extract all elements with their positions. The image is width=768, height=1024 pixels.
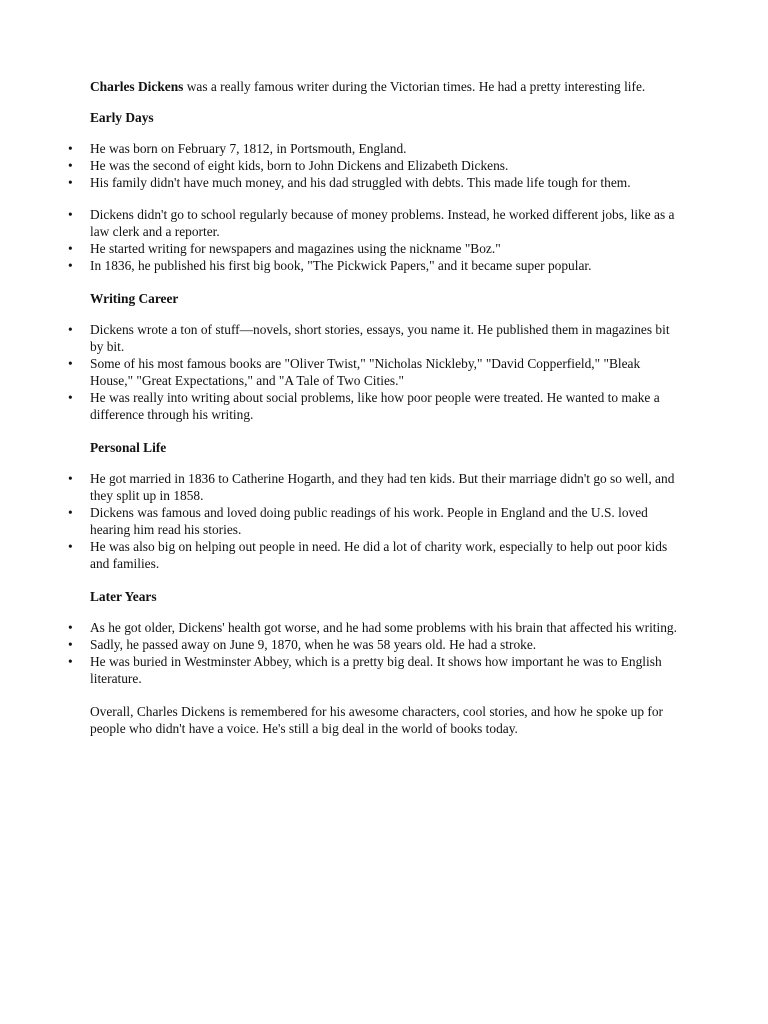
bullet-icon: • bbox=[68, 654, 73, 669]
list-item-text: He started writing for newspapers and magazines using the nickname "Boz." bbox=[90, 241, 501, 256]
bullet-icon: • bbox=[68, 258, 73, 273]
bullet-icon: • bbox=[68, 175, 73, 190]
bullet-list bbox=[68, 321, 680, 423]
list-item-text: Dickens was famous and loved doing public readings of his work. People in England and the U.S. loved hearing him read his stories. bbox=[90, 505, 648, 537]
list-item bbox=[68, 174, 680, 191]
bullet-icon: • bbox=[68, 241, 73, 256]
intro-name: Charles Dickens bbox=[90, 79, 184, 94]
list-item bbox=[68, 636, 680, 653]
bullet-icon: • bbox=[68, 207, 73, 222]
list-item bbox=[68, 470, 680, 504]
list-item-text: He was really into writing about social problems, like how poor people were treated. He wanted to make a difference through his writing. bbox=[90, 390, 660, 422]
list-item-text: He was born on February 7, 1812, in Portsmouth, England. bbox=[90, 141, 407, 156]
section-heading-early-days: Early Days bbox=[90, 110, 154, 125]
list-item bbox=[68, 321, 680, 355]
section-heading-later-years: Later Years bbox=[90, 589, 157, 604]
list-item bbox=[68, 504, 680, 538]
bullet-icon: • bbox=[68, 390, 73, 405]
list-item bbox=[68, 653, 680, 687]
intro-text: was a really famous writer during the Victorian times. He had a pretty interesting life. bbox=[183, 79, 646, 94]
list-item bbox=[68, 140, 680, 157]
list-item bbox=[68, 619, 680, 636]
bullet-icon: • bbox=[68, 620, 73, 635]
list-item-text: He was also big on helping out people in need. He did a lot of charity work, especially to help out poor kids and families. bbox=[90, 539, 668, 571]
list-item-text: He was buried in Westminster Abbey, which is a pretty big deal. It shows how important he was to English literature. bbox=[90, 654, 662, 686]
document-body bbox=[68, 78, 680, 737]
bullet-icon: • bbox=[68, 158, 73, 173]
bullet-icon: • bbox=[68, 141, 73, 156]
list-item-text: Some of his most famous books are "Oliver Twist," "Nicholas Nickleby," "David Copperfield," "Bleak House," "Great Expectations," and "A Tale of Two Cities." bbox=[90, 356, 641, 388]
list-item bbox=[68, 389, 680, 423]
section-heading-writing-career: Writing Career bbox=[90, 291, 179, 306]
list-item bbox=[68, 538, 680, 572]
conclusion-paragraph: Overall, Charles Dickens is remembered for his awesome characters, cool stories, and how he spoke up for people who didn't have a voice. He's still a big deal in the world of books today. bbox=[90, 704, 664, 736]
bullet-list bbox=[68, 470, 680, 572]
list-item bbox=[68, 157, 680, 174]
bullet-list bbox=[68, 619, 680, 687]
list-item bbox=[68, 355, 680, 389]
bullet-icon: • bbox=[68, 356, 73, 371]
list-item-text: Dickens wrote a ton of stuff—novels, short stories, essays, you name it. He published them in magazines bit by bit. bbox=[90, 322, 670, 354]
list-item-text: He got married in 1836 to Catherine Hogarth, and they had ten kids. But their marriage didn't go so well, and they split up in 1858. bbox=[90, 471, 675, 503]
list-item-text: As he got older, Dickens' health got worse, and he had some problems with his brain that affected his writing. bbox=[90, 620, 677, 635]
section-heading-personal-life: Personal Life bbox=[90, 440, 167, 455]
list-item-text: Dickens didn't go to school regularly because of money problems. Instead, he worked different jobs, like as a law clerk and a reporter. bbox=[90, 207, 675, 239]
bullet-icon: • bbox=[68, 505, 73, 520]
list-item bbox=[68, 257, 680, 274]
list-item-text: Sadly, he passed away on June 9, 1870, when he was 58 years old. He had a stroke. bbox=[90, 637, 537, 652]
bullet-list bbox=[68, 140, 680, 191]
list-item bbox=[68, 206, 680, 240]
list-item-text: He was the second of eight kids, born to John Dickens and Elizabeth Dickens. bbox=[90, 158, 509, 173]
list-item-text: His family didn't have much money, and his dad struggled with debts. This made life tough for them. bbox=[90, 175, 631, 190]
list-item-text: In 1836, he published his first big book, "The Pickwick Papers," and it became super popular. bbox=[90, 258, 592, 273]
bullet-list bbox=[68, 206, 680, 274]
bullet-icon: • bbox=[68, 471, 73, 486]
list-item bbox=[68, 240, 680, 257]
bullet-icon: • bbox=[68, 539, 73, 554]
intro-paragraph bbox=[90, 78, 680, 95]
bullet-icon: • bbox=[68, 637, 73, 652]
bullet-icon: • bbox=[68, 322, 73, 337]
